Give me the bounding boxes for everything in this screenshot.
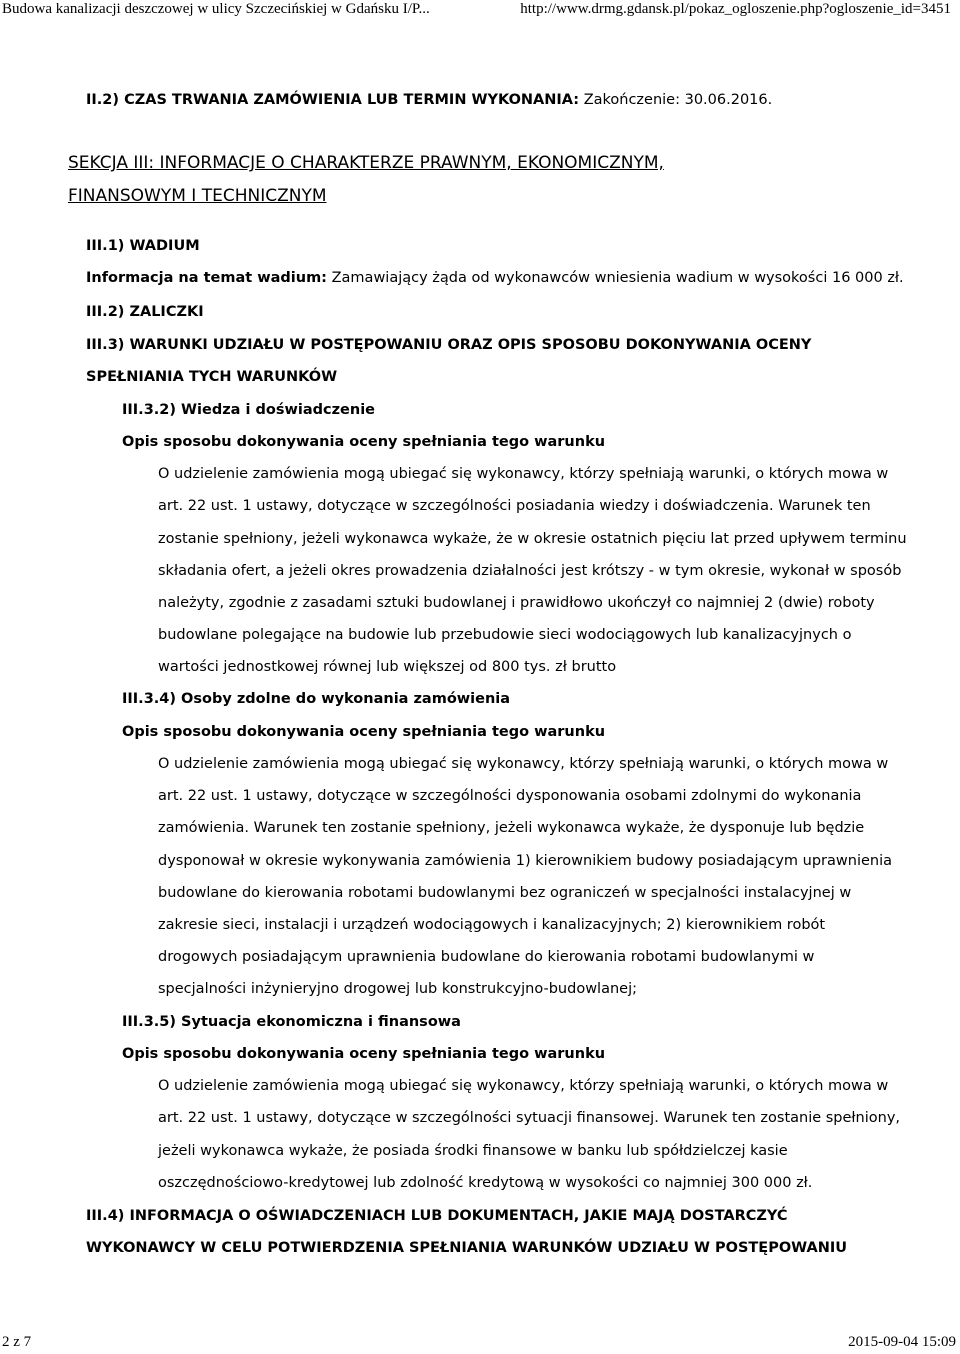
section-ii2: [86, 92, 772, 108]
ii2-label: II.2) CZAS TRWANIA ZAMÓWIENIA LUB TERMIN WYKONANIA:: [86, 92, 580, 108]
text-line: zakresie sieci, instalacji i urządzeń wodociągowych i kanalizacyjnych; 2) kierownikiem robót: [158, 917, 826, 933]
section-iii-heading-line1: SEKCJA III: INFORMACJE O CHARAKTERZE PRAWNYM, EKONOMICZNYM,: [68, 153, 664, 173]
text-line: drogowych posiadającym uprawnienia budowlane do kierowania robotami budowlanymi w: [158, 949, 815, 965]
print-datetime: 2015-09-04 15:09: [848, 1334, 956, 1350]
text-line: O udzielenie zamówienia mogą ubiegać się wykonawcy, którzy spełniają warunki, o których mowa w: [158, 1078, 889, 1094]
text-line: oszczędnościowo-kredytowej lub zdolność kredytową w wysokości co najmniej 300 000 zł.: [158, 1175, 813, 1191]
text-line: składania ofert, a jeżeli okres prowadzenia działalności jest krótszy - w tym okresie, wykonał w sposób: [158, 563, 902, 579]
heading-iii4-line1: III.4) INFORMACJA O OŚWIADCZENIACH LUB DOKUMENTACH, JAKIE MAJĄ DOSTARCZYĆ: [86, 1208, 788, 1224]
text-line: art. 22 ust. 1 ustawy, dotyczące w szczególności posiadania wiedzy i doświadczenia. Warunek ten: [158, 498, 871, 514]
page-title: Budowa kanalizacji deszczowej w ulicy Szczecińskiej w Gdańsku I/P...: [2, 1, 430, 17]
heading-iii4-line2: WYKONAWCY W CELU POTWIERDZENIA SPEŁNIANIA WARUNKÓW UDZIAŁU W POSTĘPOWANIU: [86, 1240, 848, 1256]
heading-iii1: III.1) WADIUM: [86, 238, 200, 254]
text-line: zamówienia. Warunek ten zostanie spełniony, jeżeli wykonawca wykaże, że dysponuje lub będzie: [158, 820, 865, 836]
text-line: budowlane do kierowania robotami budowlanymi bez ograniczeń w specjalności instalacyjnej w: [158, 885, 852, 901]
text-line: O udzielenie zamówienia mogą ubiegać się wykonawcy, którzy spełniają warunki, o których mowa w: [158, 466, 889, 482]
wadium-value: Zamawiający żąda od wykonawców wniesienia wadium w wysokości 16 000 zł.: [327, 270, 904, 286]
heading-iii32: III.3.2) Wiedza i doświadczenie: [122, 402, 376, 418]
text-line: art. 22 ust. 1 ustawy, dotyczące w szczególności dysponowania osobami zdolnymi do wykonania: [158, 788, 862, 804]
opis-heading-3: Opis sposobu dokonywania oceny spełniania tego warunku: [122, 1046, 606, 1062]
text-line: dysponował w okresie wykonywania zamówienia 1) kierownikiem budowy posiadającym uprawnienia: [158, 853, 893, 869]
text-line: O udzielenie zamówienia mogą ubiegać się wykonawcy, którzy spełniają warunki, o których mowa w: [158, 756, 889, 772]
text-line: wartości jednostkowej równej lub większej od 800 tys. zł brutto: [158, 659, 617, 675]
wadium-label: Informacja na temat wadium:: [86, 270, 327, 286]
text-line: jeżeli wykonawca wykaże, że posiada środki finansowe w banku lub spółdzielczej kasie: [158, 1143, 788, 1159]
text-line: zostanie spełniony, jeżeli wykonawca wykaże, że w okresie ostatnich pięciu lat przed upływem terminu: [158, 531, 907, 547]
heading-iii3-line1: III.3) WARUNKI UDZIAŁU W POSTĘPOWANIU ORAZ OPIS SPOSOBU DOKONYWANIA OCENY: [86, 337, 812, 353]
print-footer: [0, 1334, 960, 1354]
section-iii-heading-line2: FINANSOWYM I TECHNICZNYM: [68, 186, 327, 206]
text-line: art. 22 ust. 1 ustawy, dotyczące w szczególności sytuacji finansowej. Warunek ten zostanie spełniony,: [158, 1110, 901, 1126]
text-line: budowlane polegające na budowie lub przebudowie sieci wodociągowych lub kanalizacyjnych o: [158, 627, 852, 643]
print-header: [0, 1, 960, 23]
heading-iii35: III.3.5) Sytuacja ekonomiczna i finansowa: [122, 1014, 461, 1030]
text-line: specjalności inżynieryjno drogowej lub konstrukcyjno-budowlanej;: [158, 981, 637, 997]
wadium-info: [86, 270, 904, 286]
page-url: http://www.drmg.gdansk.pl/pokaz_ogloszenie.php?ogloszenie_id=3451: [520, 1, 951, 17]
ii2-value: Zakończenie: 30.06.2016.: [579, 92, 773, 108]
text-line: należyty, zgodnie z zasadami sztuki budowlanej i prawidłowo ukończył co najmniej 2 (dwie) roboty: [158, 595, 875, 611]
heading-iii34: III.3.4) Osoby zdolne do wykonania zamówienia: [122, 691, 511, 707]
opis-heading-1: Opis sposobu dokonywania oceny spełniania tego warunku: [122, 434, 606, 450]
heading-iii2: III.2) ZALICZKI: [86, 304, 204, 320]
opis-heading-2: Opis sposobu dokonywania oceny spełniania tego warunku: [122, 724, 606, 740]
page-number: 2 z 7: [2, 1334, 32, 1350]
heading-iii3-line2: SPEŁNIANIA TYCH WARUNKÓW: [86, 369, 338, 385]
